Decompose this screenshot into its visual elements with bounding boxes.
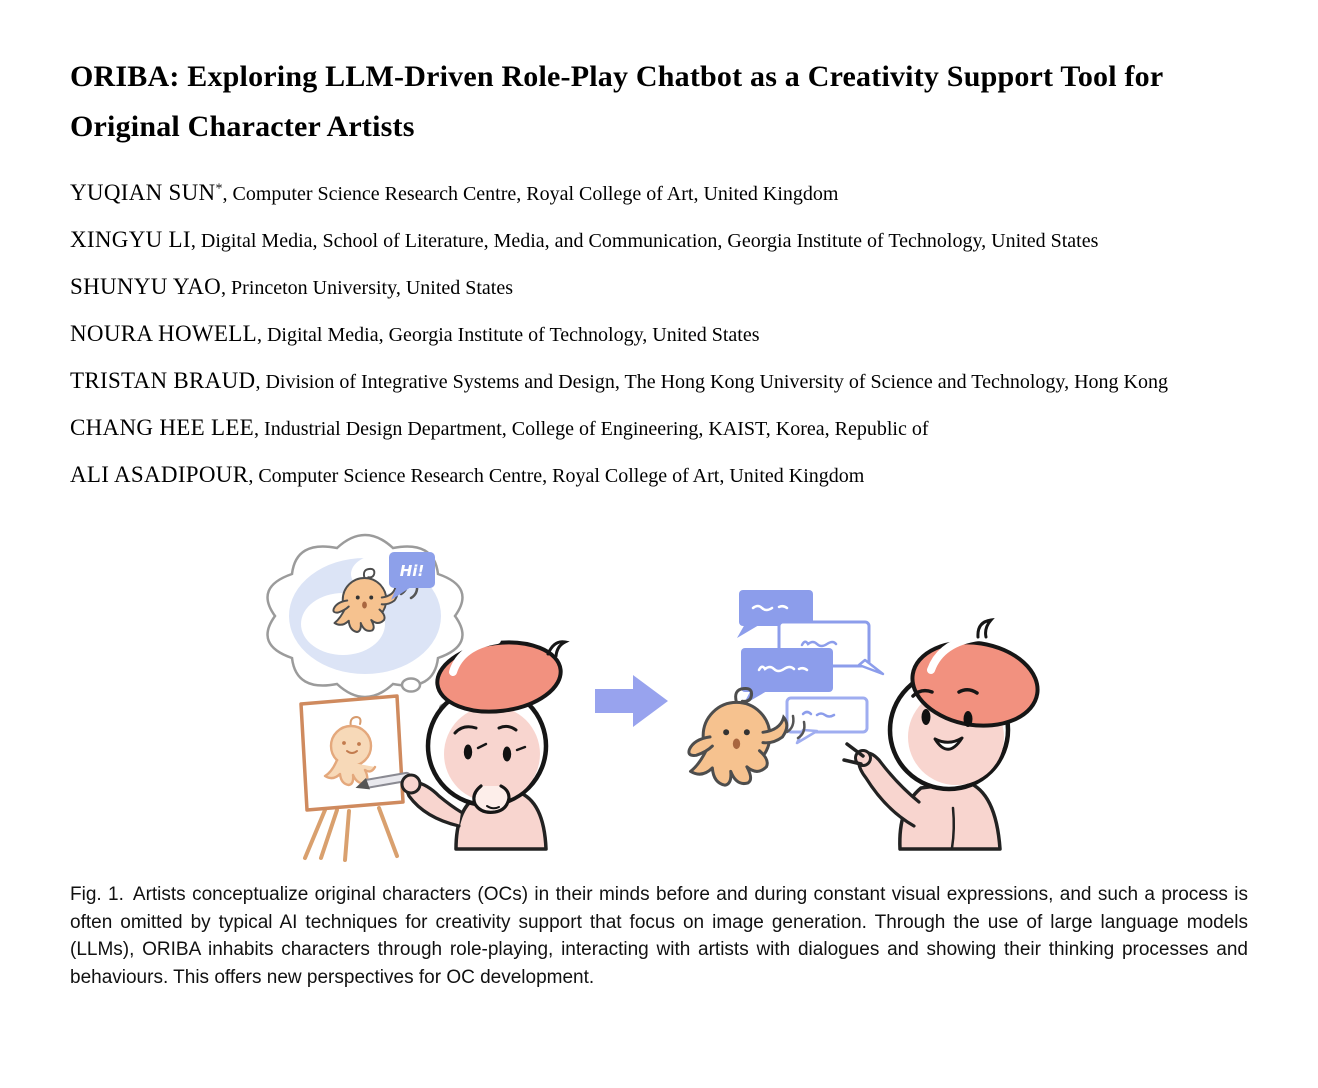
artist-character-happy	[844, 620, 1044, 849]
chat-bubble-3	[741, 648, 833, 705]
speech-bubble-hi-text: Hi!	[399, 562, 425, 580]
paper-title: ORIBA: Exploring LLM-Driven Role-Play Chatbot as a Creativity Support Tool for Original Character Artists	[70, 60, 1163, 143]
author-name: ALI ASADIPOUR	[70, 462, 249, 487]
author-affiliation: , Industrial Design Department, College of Engineering, KAIST, Korea, Republic of	[254, 418, 929, 440]
figure-caption-label: Fig. 1.	[70, 884, 124, 905]
author-name: YUQIAN SUN	[70, 180, 216, 205]
author-name: CHANG HEE LEE	[70, 415, 255, 440]
author-line	[70, 264, 1248, 311]
author-name: TRISTAN BRAUD	[70, 368, 256, 393]
author-mark: *	[215, 181, 223, 197]
author-block	[70, 170, 1248, 499]
author-line	[70, 405, 1248, 452]
author-affiliation: , Computer Science Research Centre, Royal College of Art, United Kingdom	[248, 465, 865, 487]
author-affiliation: , Division of Integrative Systems and Design, The Hong Kong University of Science and Technology, Hong Kong	[255, 371, 1168, 393]
author-affiliation: , Digital Media, School of Literature, Media, and Communication, Georgia Institute of Technology, United States	[190, 230, 1099, 252]
thought-dot-large	[402, 679, 420, 692]
figure-1	[70, 524, 1248, 991]
author-line	[70, 170, 1248, 217]
figure-caption	[70, 881, 1248, 991]
author-line	[70, 217, 1248, 264]
author-name: NOURA HOWELL	[70, 321, 257, 346]
author-affiliation: , Digital Media, Georgia Institute of Technology, United States	[256, 324, 760, 346]
author-name: XINGYU LI	[70, 227, 191, 252]
author-name: SHUNYU YAO	[70, 274, 222, 299]
arrow-icon	[595, 675, 668, 727]
author-affiliation: , Computer Science Research Centre, Royal College of Art, United Kingdom	[222, 183, 839, 205]
author-line	[70, 311, 1248, 358]
author-affiliation: , Princeton University, United States	[221, 277, 514, 299]
author-line	[70, 358, 1248, 405]
author-line	[70, 452, 1248, 499]
figure-caption-text: Artists conceptualize original characters (OCs) in their minds before and during constant visual expressions, and such a process is often omitted by typical AI techniques for creativity support that focus on image generation. Through the use of large language models (LLMs), ORIBA inhabits characters through role-playing, interacting with artists with dialogues and showing their thinking processes and behaviours. This offers new perspectives for OC development.	[70, 884, 1248, 988]
figure-1-illustration	[259, 524, 1059, 869]
